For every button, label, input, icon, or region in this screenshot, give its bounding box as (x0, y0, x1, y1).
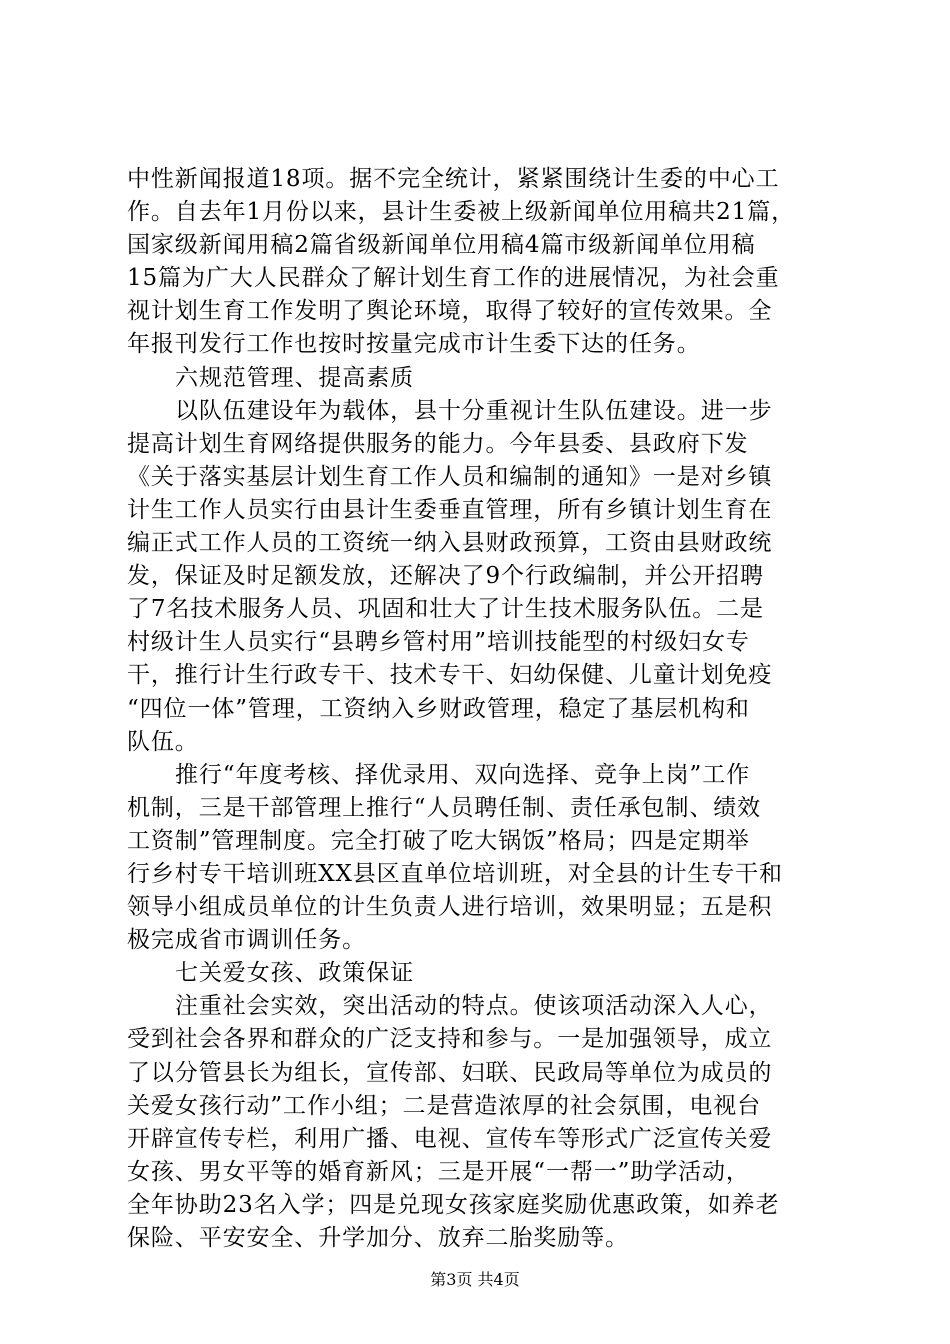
text-line: 机制，三是干部管理上推行“人员聘任制、责任承包制、绩效 (127, 794, 762, 821)
text-line: 队伍。 (127, 728, 199, 755)
text-line: 中性新闻报道18项。据不完全统计，紧紧围绕计生委的中心工 (127, 166, 780, 192)
text-line: 六规范管理、提高素质 (175, 364, 414, 391)
text-line: “四位一体”管理，工资纳入乡财政管理，稳定了基层机构和 (127, 695, 750, 722)
text-line: 作。自去年1月份以来，县计生委被上级新闻单位用稿共21篇， (127, 199, 795, 226)
text-line: 全年协助23名入学；四是兑现女孩家庭奖励优惠政策，如养老 (127, 1191, 780, 1218)
text-line: 计生工作人员实行由县计生委垂直管理，所有乡镇计划生育在 (127, 496, 773, 523)
text-line: 行乡村专干培训班XX县区直单位培训班，对全县的计生专干和 (127, 860, 783, 887)
text-line: 注重社会实效，突出活动的特点。使该项活动深入人心， (175, 993, 773, 1020)
text-line: 女孩、男女平等的婚育新风；三是开展“一帮一”助学活动， (127, 1158, 750, 1185)
text-line: 年报刊发行工作也按时按量完成市计生委下达的任务。 (127, 331, 701, 358)
text-line: 推行“年度考核、择优录用、双向选择、竞争上岗”工作 (175, 761, 751, 788)
text-line: 发，保证及时足额发放，还解决了9个行政编制，并公开招聘 (127, 563, 764, 590)
text-line: 领导小组成员单位的计生负责人进行培训，效果明显；五是积 (127, 894, 773, 921)
text-line: 了以分管县长为组长，宣传部、妇联、民政局等单位为成员的 (127, 1059, 773, 1086)
text-line: 村级计生人员实行“县聘乡管村用”培训技能型的村级妇女专 (127, 629, 750, 656)
document-body (127, 163, 839, 1255)
text-line: 15篇为广大人民群众了解计划生育工作的进展情况，为社会重 (127, 265, 780, 292)
text-line: 视计划生育工作发明了舆论环境，取得了较好的宣传效果。全 (127, 298, 773, 325)
text-line: 国家级新闻用稿2篇省级新闻单位用稿4篇市级新闻单位用稿 (127, 232, 756, 259)
page-footer: 第3页 共4页 (430, 1270, 520, 1289)
text-line: 七关爱女孩、政策保证 (175, 960, 414, 987)
text-line: 以队伍建设年为载体，县十分重视计生队伍建设。进一步 (175, 397, 773, 424)
text-line: 关爱女孩行动”工作小组；二是营造浓厚的社会氛围，电视台 (127, 1092, 762, 1119)
text-line: 受到社会各界和群众的广泛支持和参与。一是加强领导，成立 (127, 1026, 773, 1053)
text-line: 提高计划生育网络提供服务的能力。今年县委、县政府下发 (127, 430, 749, 457)
text-line: 极完成省市调训任务。 (127, 927, 366, 954)
text-line: 开辟宣传专栏，利用广播、电视、宣传车等形式广泛宣传关爱 (127, 1125, 773, 1152)
text-line: 工资制”管理制度。完全打破了吃大锅饭”格局；四是定期举 (127, 827, 750, 854)
text-line: 《关于落实基层计划生育工作人员和编制的通知》一是对乡镇 (127, 463, 773, 490)
text-line: 保险、平安安全、升学加分、放弃二胎奖励等。 (127, 1225, 629, 1251)
text-line: 编正式工作人员的工资统一纳入县财政预算，工资由县财政统 (127, 530, 773, 557)
text-line: 了7名技术服务人员、巩固和壮大了计生技术服务队伍。二是 (127, 596, 764, 623)
text-line: 干，推行计生行政专干、技术专干、妇幼保健、儿童计划免疫 (127, 662, 773, 689)
